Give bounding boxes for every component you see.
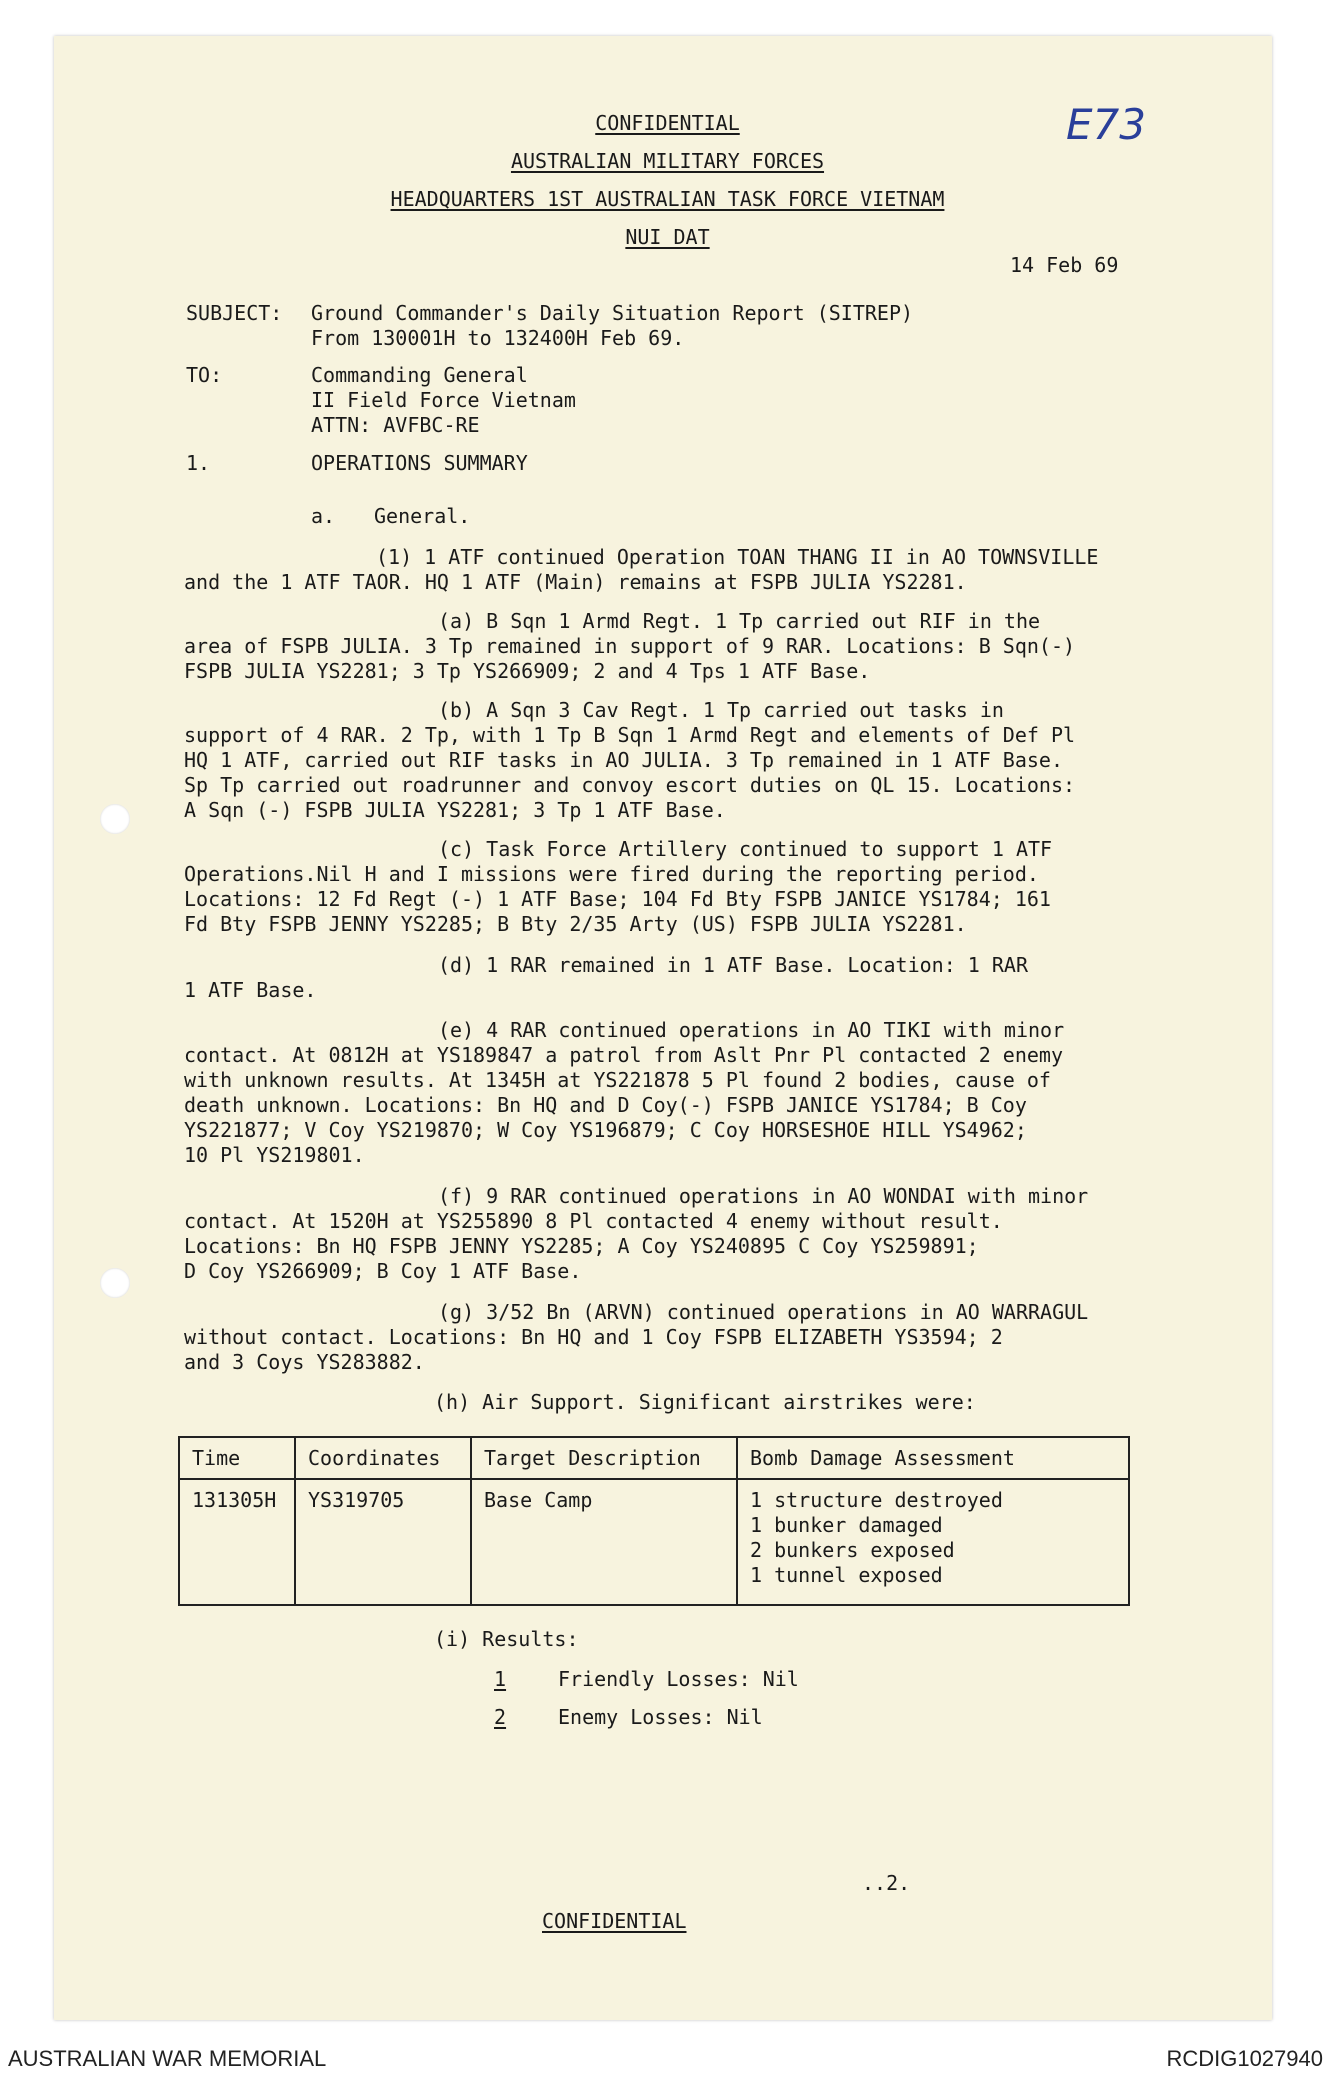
enemy-losses-number: 2: [494, 1705, 507, 1729]
paragraph-line: 10 Pl YS219801.: [184, 1143, 365, 1167]
paragraph-line: (1) 1 ATF continued Operation TOAN THANG II in AO TOWNSVILLE: [376, 545, 1099, 569]
paragraph-line: area of FSPB JULIA. 3 Tp remained in support of 9 RAR. Locations: B Sqn(-): [184, 634, 1076, 658]
bda-line: 2 bunkers exposed: [750, 1538, 955, 1562]
paragraph-line: Locations: 12 Fd Regt (-) 1 ATF Base; 104 Fd Bty FSPB JANICE YS1784; 161: [184, 887, 1051, 911]
paragraph-line: (e) 4 RAR continued operations in AO TIKI with minor: [438, 1018, 1065, 1042]
subject-label: SUBJECT:: [186, 301, 283, 325]
paragraph-line: A Sqn (-) FSPB JULIA YS2281; 3 Tp 1 ATF Base.: [184, 798, 726, 822]
enemy-losses-text: Enemy Losses: Nil: [558, 1705, 763, 1729]
paragraph-line: (d) 1 RAR remained in 1 ATF Base. Location: 1 RAR: [438, 953, 1029, 977]
paragraph-line: (g) 3/52 Bn (ARVN) continued operations in AO WARRAGUL: [438, 1300, 1089, 1324]
bda-line: 1 tunnel exposed: [750, 1563, 943, 1587]
punch-hole: [100, 804, 130, 834]
target-cell: Base Camp: [471, 1479, 737, 1605]
paragraph-line: Locations: Bn HQ FSPB JENNY YS2285; A Coy YS240895 C Coy YS259891;: [184, 1234, 979, 1258]
bda-cell: [737, 1479, 1129, 1605]
paragraph-line: (f) 9 RAR continued operations in AO WONDAI with minor: [438, 1184, 1089, 1208]
paragraph-line: (c) Task Force Artillery continued to support 1 ATF: [438, 837, 1053, 861]
table-header: Time: [179, 1437, 295, 1479]
footer-catalogue-id: RCDIG1027940: [1166, 2046, 1323, 2071]
paragraph-line: support of 4 RAR. 2 Tp, with 1 Tp B Sqn 1 Armd Regt and elements of Def Pl: [184, 723, 1076, 747]
results-label: (i) Results:: [434, 1627, 579, 1651]
paragraph-line: and the 1 ATF TAOR. HQ 1 ATF (Main) remains at FSPB JULIA YS2281.: [184, 570, 967, 594]
handwritten-reference-mark: E73: [1066, 100, 1146, 149]
general-title: General.: [374, 504, 471, 528]
paragraph-line: Fd Bty FSPB JENNY YS2285; B Bty 2/35 Arty (US) FSPB JULIA YS2281.: [184, 912, 967, 936]
paragraph-line: (h) Air Support. Significant airstrikes were:: [434, 1390, 976, 1414]
paragraph-line: 1 ATF Base.: [184, 978, 317, 1002]
paragraph-line: Operations.Nil H and I missions were fired during the reporting period.: [184, 862, 1039, 886]
coordinates-cell: YS319705: [295, 1479, 471, 1605]
paragraph-line: with unknown results. At 1345H at YS221878 5 Pl found 2 bodies, cause of: [184, 1068, 1051, 1092]
header-line-location: NUI DAT: [625, 225, 710, 249]
table-header: Bomb Damage Assessment: [737, 1437, 1129, 1479]
to-label: TO:: [186, 363, 223, 387]
paragraph-line: contact. At 1520H at YS255890 8 Pl contacted 4 enemy without result.: [184, 1209, 1003, 1233]
document-date: 14 Feb 69: [1010, 253, 1119, 277]
to-line-2: II Field Force Vietnam: [311, 388, 576, 412]
airstrikes-table: [178, 1436, 1130, 1606]
general-label: a.: [311, 504, 336, 528]
to-line-3: ATTN: AVFBC-RE: [311, 413, 480, 437]
paragraph-line: (a) B Sqn 1 Armd Regt. 1 Tp carried out RIF in the: [438, 609, 1041, 633]
section-title: OPERATIONS SUMMARY: [311, 451, 528, 475]
classification-bottom: CONFIDENTIAL: [542, 1909, 687, 1933]
header-line-forces: AUSTRALIAN MILITARY FORCES: [510, 149, 825, 173]
bda-line: 1 structure destroyed: [750, 1488, 1003, 1512]
bda-line: 1 bunker damaged: [750, 1513, 943, 1537]
subject-line-2: From 130001H to 132400H Feb 69.: [311, 326, 685, 350]
paragraph-line: HQ 1 ATF, carried out RIF tasks in AO JULIA. 3 Tp remained in 1 ATF Base.: [184, 748, 1063, 772]
paragraph-line: without contact. Locations: Bn HQ and 1 Coy FSPB ELIZABETH YS3594; 2: [184, 1325, 1003, 1349]
friendly-losses-text: Friendly Losses: Nil: [558, 1667, 799, 1691]
footer-archive-name: AUSTRALIAN WAR MEMORIAL: [8, 2046, 327, 2071]
punch-hole: [100, 1268, 130, 1298]
classification-top: CONFIDENTIAL: [595, 111, 740, 135]
table-header: Target Description: [471, 1437, 737, 1479]
section-number: 1.: [186, 451, 211, 475]
time-cell: 131305H: [179, 1479, 295, 1605]
header-line-hq: HEADQUARTERS 1ST AUSTRALIAN TASK FORCE VIETNAM: [390, 187, 945, 211]
paragraph-line: and 3 Coys YS283882.: [184, 1350, 425, 1374]
paragraph-line: D Coy YS266909; B Coy 1 ATF Base.: [184, 1259, 582, 1283]
paragraph-line: Sp Tp carried out roadrunner and convoy escort duties on QL 15. Locations:: [184, 773, 1076, 797]
paragraph-line: death unknown. Locations: Bn HQ and D Coy(-) FSPB JANICE YS1784; B Coy: [184, 1093, 1027, 1117]
paragraph-line: contact. At 0812H at YS189847 a patrol from Aslt Pnr Pl contacted 2 enemy: [184, 1043, 1063, 1067]
paragraph-line: YS221877; V Coy YS219870; W Coy YS196879; C Coy HORSESHOE HILL YS4962;: [184, 1118, 1027, 1142]
table-header: Coordinates: [295, 1437, 471, 1479]
paragraph-line: (b) A Sqn 3 Cav Regt. 1 Tp carried out tasks in: [438, 698, 1004, 722]
page-continuation: ..2.: [862, 1871, 911, 1895]
table-row: [179, 1479, 1129, 1605]
table-header-row: [179, 1437, 1129, 1479]
to-line-1: Commanding General: [311, 363, 528, 387]
friendly-losses-number: 1: [494, 1667, 507, 1691]
subject-line-1: Ground Commander's Daily Situation Report (SITREP): [311, 301, 914, 325]
paragraph-line: FSPB JULIA YS2281; 3 Tp YS266909; 2 and 4 Tps 1 ATF Base.: [184, 659, 871, 683]
